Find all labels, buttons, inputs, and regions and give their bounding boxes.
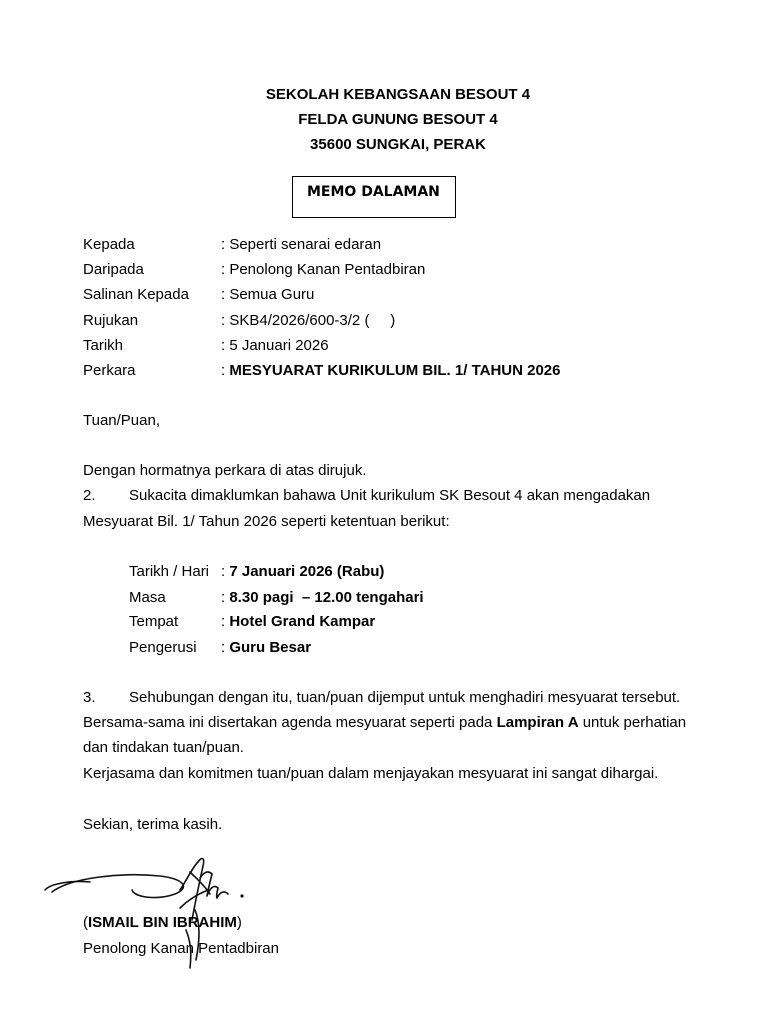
school-name: SEKOLAH KEBANGSAAN BESOUT 4 [265, 86, 531, 103]
signatory-name-row [83, 914, 242, 932]
detail-value-tarikh: 7 Januari 2026 (Rabu) [229, 563, 385, 580]
field-label-kepada: Kepada [83, 236, 135, 253]
para3-line2-before: Bersama-sama ini disertakan agenda mesyuarat seperti pada [83, 714, 497, 731]
field-label-rujukan: Rujukan [83, 312, 139, 329]
para3-line4: Kerjasama dan komitmen tuan/puan dalam menjayakan mesyuarat ini sangat dihargai. [83, 765, 659, 782]
memo-title-box [292, 176, 456, 218]
detail-value-masa: 8.30 pagi – 12.00 tengahari [229, 589, 424, 606]
para3-line2-after: untuk perhatian [578, 714, 687, 731]
para3-number: 3. [83, 689, 96, 706]
field-value-rujukan: : SKB4/2026/600-3/2 ( ) [221, 312, 396, 329]
field-value-kepada: : Seperti senarai edaran [221, 236, 382, 253]
field-value-perkara: MESYUARAT KURIKULUM BIL. 1/ TAHUN 2026 [229, 362, 561, 379]
field-value-salinan: : Semua Guru [221, 286, 315, 303]
detail-value-pengerusi: Guru Besar [229, 639, 312, 656]
detail-value-pengerusi-row [221, 639, 311, 657]
school-address: 35600 SUNGKAI, PERAK [310, 136, 486, 153]
detail-value-tempat-row [221, 613, 375, 631]
detail-colon: : [221, 589, 230, 606]
intro-text: Dengan hormatnya perkara di atas dirujuk. [83, 462, 367, 479]
memo-title: MEMO DALAMAN [307, 184, 440, 200]
field-value-daripada: : Penolong Kanan Pentadbiran [221, 261, 426, 278]
para2-line2: Mesyuarat Bil. 1/ Tahun 2026 seperti ketentuan berikut: [83, 513, 450, 530]
field-value-perkara-row [221, 362, 560, 380]
signatory-close-paren: ) [236, 914, 242, 931]
signatory-name: ISMAIL BIN IBRAHIM [88, 914, 237, 931]
detail-label-tempat: Tempat [129, 613, 179, 630]
field-label-perkara: Perkara [83, 362, 136, 379]
detail-label-pengerusi: Pengerusi [129, 639, 197, 656]
detail-colon: : [221, 639, 230, 656]
signatory-title: Penolong Kanan Pentadbiran [83, 940, 279, 957]
detail-value-tarikh-row [221, 563, 384, 581]
detail-label-tarikh: Tarikh / Hari [129, 563, 210, 580]
detail-label-masa: Masa [129, 589, 166, 606]
signatory-open-paren: ( [83, 914, 88, 931]
closing-text: Sekian, terima kasih. [83, 816, 223, 833]
detail-colon: : [221, 613, 230, 630]
para3-line2 [83, 714, 686, 732]
detail-colon: : [221, 563, 230, 580]
para2-line1: Sukacita dimaklumkan bahawa Unit kurikulum SK Besout 4 akan mengadakan [129, 487, 651, 504]
school-location: FELDA GUNUNG BESOUT 4 [298, 111, 498, 128]
field-label-daripada: Daripada [83, 261, 144, 278]
para3-line1: Sehubungan dengan itu, tuan/puan dijemput untuk menghadiri mesyuarat tersebut. [129, 689, 681, 706]
greeting: Tuan/Puan, [83, 412, 160, 429]
detail-value-tempat: Hotel Grand Kampar [229, 613, 376, 630]
field-colon: : [221, 362, 230, 379]
para2-number: 2. [83, 487, 96, 504]
lampiran-reference: Lampiran A [496, 714, 579, 731]
para3-line3: dan tindakan tuan/puan. [83, 739, 244, 756]
detail-value-masa-row [221, 589, 424, 607]
field-label-salinan: Salinan Kepada [83, 286, 189, 303]
field-value-tarikh: : 5 Januari 2026 [221, 337, 329, 354]
field-label-tarikh: Tarikh [83, 337, 124, 354]
